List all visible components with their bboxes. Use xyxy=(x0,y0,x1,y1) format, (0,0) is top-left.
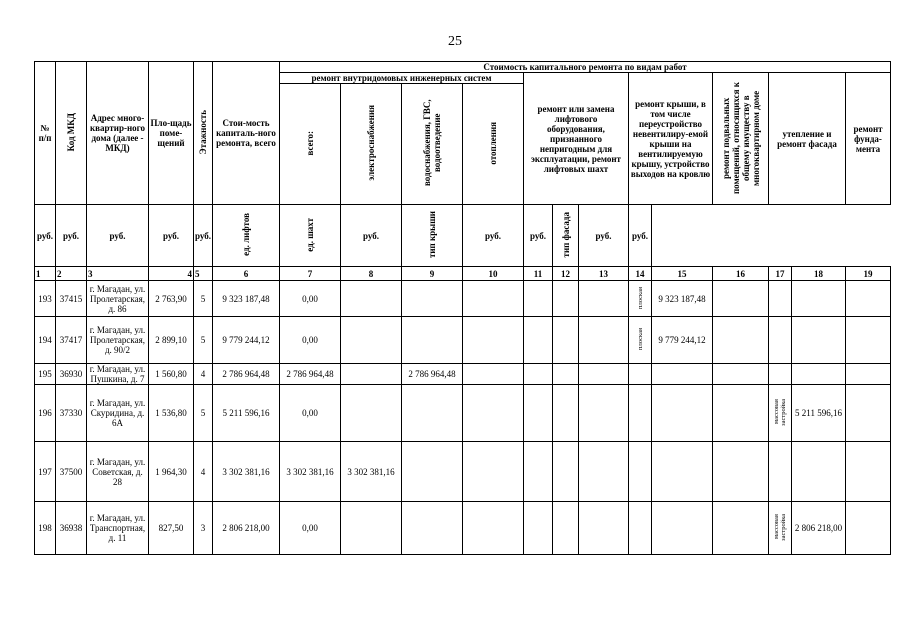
row-facade xyxy=(792,364,846,385)
row-water: 2 786 964,48 xyxy=(402,364,463,385)
table-row xyxy=(35,442,891,502)
row-electricity: 3 302 381,16 xyxy=(341,442,402,502)
row-heating xyxy=(463,281,524,317)
row-code: 37330 xyxy=(56,385,87,442)
unit-foundation: руб. xyxy=(629,205,652,267)
row-floors: 3 xyxy=(194,502,213,555)
header-heating: отопления xyxy=(463,84,524,205)
unit-electricity: руб. xyxy=(87,205,149,267)
row-total: 2 806 218,00 xyxy=(213,502,280,555)
row-roof xyxy=(652,442,713,502)
row-foundation xyxy=(846,317,891,364)
column-number: 18 xyxy=(792,267,846,281)
row-shaft-count xyxy=(553,317,579,364)
header-total-cost: Стои-мость капиталь-ного ремонта, всего xyxy=(213,62,280,205)
column-number: 12 xyxy=(553,267,579,281)
row-number: 197 xyxy=(35,442,56,502)
row-area: 2 763,90 xyxy=(149,281,194,317)
row-heating xyxy=(463,317,524,364)
row-address: г. Магадан, ул. Пушкина, д. 7 xyxy=(87,364,149,385)
row-lift-count xyxy=(524,385,553,442)
column-number: 3 xyxy=(87,267,149,281)
row-code: 36930 xyxy=(56,364,87,385)
row-total: 3 302 381,16 xyxy=(213,442,280,502)
row-lift-count xyxy=(524,317,553,364)
row-address: г. Магадан, ул. Советская, д. 28 xyxy=(87,442,149,502)
header-roof-type: тип крыши xyxy=(402,205,463,267)
row-number: 198 xyxy=(35,502,56,555)
row-water xyxy=(402,385,463,442)
row-facade-type xyxy=(769,364,792,385)
row-water xyxy=(402,442,463,502)
row-foundation xyxy=(846,442,891,502)
unit-lift: руб. xyxy=(341,205,402,267)
row-address: г. Магадан, ул. Пролетарская, д. 90/2 xyxy=(87,317,149,364)
header-basement-repair: ремонт подвальных помещений, относящихся к общему имуществу в многоквартирном доме xyxy=(713,73,769,205)
header-lift-repair: ремонт или замена лифтового оборудования, признанного непригодным для эксплуатации, ремонт лифтовых шахт xyxy=(524,73,629,205)
row-internal-total: 2 786 964,48 xyxy=(280,364,341,385)
row-heating xyxy=(463,385,524,442)
row-facade-type xyxy=(769,442,792,502)
row-floors: 4 xyxy=(194,442,213,502)
row-internal-total: 3 302 381,16 xyxy=(280,442,341,502)
row-floors: 5 xyxy=(194,317,213,364)
row-basement xyxy=(713,442,769,502)
row-lift xyxy=(579,364,629,385)
row-facade xyxy=(792,317,846,364)
row-area: 1 536,80 xyxy=(149,385,194,442)
row-area: 827,50 xyxy=(149,502,194,555)
column-number: 1 xyxy=(35,267,56,281)
row-heating xyxy=(463,442,524,502)
row-roof xyxy=(652,385,713,442)
table-row xyxy=(35,364,891,385)
row-number: 194 xyxy=(35,317,56,364)
row-address: г. Магадан, ул. Транспортная, д. 11 xyxy=(87,502,149,555)
row-facade xyxy=(792,442,846,502)
header-internal-systems: ремонт внутридомовых инженерных систем xyxy=(280,73,524,84)
row-code: 37500 xyxy=(56,442,87,502)
column-number: 10 xyxy=(463,267,524,281)
row-lift xyxy=(579,317,629,364)
row-lift-count xyxy=(524,502,553,555)
column-number: 16 xyxy=(713,267,769,281)
row-roof xyxy=(652,502,713,555)
header-foundation-repair: ремонт фунда-мента xyxy=(846,73,891,205)
row-electricity xyxy=(341,364,402,385)
row-water xyxy=(402,317,463,364)
row-water xyxy=(402,281,463,317)
header-number: № п/п xyxy=(35,62,56,205)
row-roof-type xyxy=(629,502,652,555)
column-number: 4 xyxy=(149,267,194,281)
row-roof-type xyxy=(629,442,652,502)
header-roof-repair: ремонт крыши, в том числе переустройство невентилиру-емой крыши на вентилируемую крышу, устройство выходов на кровлю xyxy=(629,73,713,205)
column-number: 2 xyxy=(56,267,87,281)
capital-repair-table xyxy=(34,61,891,555)
row-lift xyxy=(579,442,629,502)
header-cost-by-work-type: Стоимость капитального ремонта по видам работ xyxy=(280,62,891,73)
row-electricity xyxy=(341,317,402,364)
header-lift-count: ед. лифтов xyxy=(213,205,280,267)
row-total: 2 786 964,48 xyxy=(213,364,280,385)
row-basement xyxy=(713,317,769,364)
header-electricity: электроснабжения xyxy=(341,84,402,205)
column-number: 7 xyxy=(280,267,341,281)
column-number: 13 xyxy=(579,267,629,281)
row-lift-count xyxy=(524,364,553,385)
row-address: г. Магадан, ул. Пролетарская, д. 86 xyxy=(87,281,149,317)
column-number: 19 xyxy=(846,267,891,281)
header-area: Пло-щадь поме-щений xyxy=(149,62,194,205)
row-roof: 9 779 244,12 xyxy=(652,317,713,364)
row-roof-type xyxy=(629,385,652,442)
unit-water: руб. xyxy=(149,205,194,267)
row-shaft-count xyxy=(553,442,579,502)
row-code: 37415 xyxy=(56,281,87,317)
row-internal-total: 0,00 xyxy=(280,502,341,555)
row-basement xyxy=(713,281,769,317)
row-total: 9 779 244,12 xyxy=(213,317,280,364)
unit-facade: руб. xyxy=(579,205,629,267)
row-facade-type: массовая застройка xyxy=(769,385,792,442)
row-electricity xyxy=(341,385,402,442)
row-electricity xyxy=(341,281,402,317)
row-area: 1 964,30 xyxy=(149,442,194,502)
header-water: водоснабжения, ГВС, водоотведение xyxy=(402,84,463,205)
row-total: 9 323 187,48 xyxy=(213,281,280,317)
row-heating xyxy=(463,364,524,385)
row-facade: 2 806 218,00 xyxy=(792,502,846,555)
row-roof-type xyxy=(629,364,652,385)
row-total: 5 211 596,16 xyxy=(213,385,280,442)
unit-total: руб. xyxy=(35,205,56,267)
row-code: 37417 xyxy=(56,317,87,364)
row-heating xyxy=(463,502,524,555)
row-roof: 9 323 187,48 xyxy=(652,281,713,317)
row-shaft-count xyxy=(553,385,579,442)
row-foundation xyxy=(846,364,891,385)
column-number: 17 xyxy=(769,267,792,281)
column-number: 6 xyxy=(213,267,280,281)
header-facade-type: тип фасада xyxy=(553,205,579,267)
header-address: Адрес много-квартир-ного дома (далее - МКД) xyxy=(87,62,149,205)
row-roof xyxy=(652,364,713,385)
row-floors: 4 xyxy=(194,364,213,385)
row-code: 36938 xyxy=(56,502,87,555)
row-basement xyxy=(713,502,769,555)
row-basement xyxy=(713,385,769,442)
table-row xyxy=(35,281,891,317)
row-number: 195 xyxy=(35,364,56,385)
column-number: 14 xyxy=(629,267,652,281)
table-row xyxy=(35,502,891,555)
row-facade-type: массовая застройка xyxy=(769,502,792,555)
column-number: 11 xyxy=(524,267,553,281)
unit-basement: руб. xyxy=(524,205,553,267)
unit-roof: руб. xyxy=(463,205,524,267)
row-lift xyxy=(579,502,629,555)
row-lift xyxy=(579,385,629,442)
row-area: 1 560,80 xyxy=(149,364,194,385)
row-facade: 5 211 596,16 xyxy=(792,385,846,442)
header-floors: Этажность xyxy=(194,62,213,205)
row-foundation xyxy=(846,385,891,442)
row-floors: 5 xyxy=(194,385,213,442)
row-roof-type: плоская xyxy=(629,317,652,364)
row-basement xyxy=(713,364,769,385)
row-floors: 5 xyxy=(194,281,213,317)
row-number: 193 xyxy=(35,281,56,317)
table-row xyxy=(35,317,891,364)
column-number: 15 xyxy=(652,267,713,281)
page-number: 25 xyxy=(448,34,462,49)
row-water xyxy=(402,502,463,555)
row-facade xyxy=(792,281,846,317)
row-internal-total: 0,00 xyxy=(280,317,341,364)
row-shaft-count xyxy=(553,281,579,317)
row-internal-total: 0,00 xyxy=(280,281,341,317)
table-row xyxy=(35,385,891,442)
column-number: 8 xyxy=(341,267,402,281)
row-address: г. Магадан, ул. Скуридина, д. 6А xyxy=(87,385,149,442)
row-foundation xyxy=(846,281,891,317)
row-roof-type: плоская xyxy=(629,281,652,317)
row-internal-total: 0,00 xyxy=(280,385,341,442)
row-shaft-count xyxy=(553,364,579,385)
row-shaft-count xyxy=(553,502,579,555)
row-facade-type xyxy=(769,317,792,364)
header-facade-repair: утепление и ремонт фасада xyxy=(769,73,846,205)
row-foundation xyxy=(846,502,891,555)
row-facade-type xyxy=(769,281,792,317)
column-number-row xyxy=(35,267,891,281)
row-area: 2 899,10 xyxy=(149,317,194,364)
row-lift-count xyxy=(524,442,553,502)
unit-internal-total: руб. xyxy=(56,205,87,267)
column-number: 9 xyxy=(402,267,463,281)
unit-heating: руб. xyxy=(194,205,213,267)
header-internal-total: всего: xyxy=(280,84,341,205)
header-code: Код МКД xyxy=(56,62,87,205)
row-lift-count xyxy=(524,281,553,317)
row-lift xyxy=(579,281,629,317)
column-number: 5 xyxy=(194,267,213,281)
header-shaft-count: ед. шахт xyxy=(280,205,341,267)
row-electricity xyxy=(341,502,402,555)
row-number: 196 xyxy=(35,385,56,442)
